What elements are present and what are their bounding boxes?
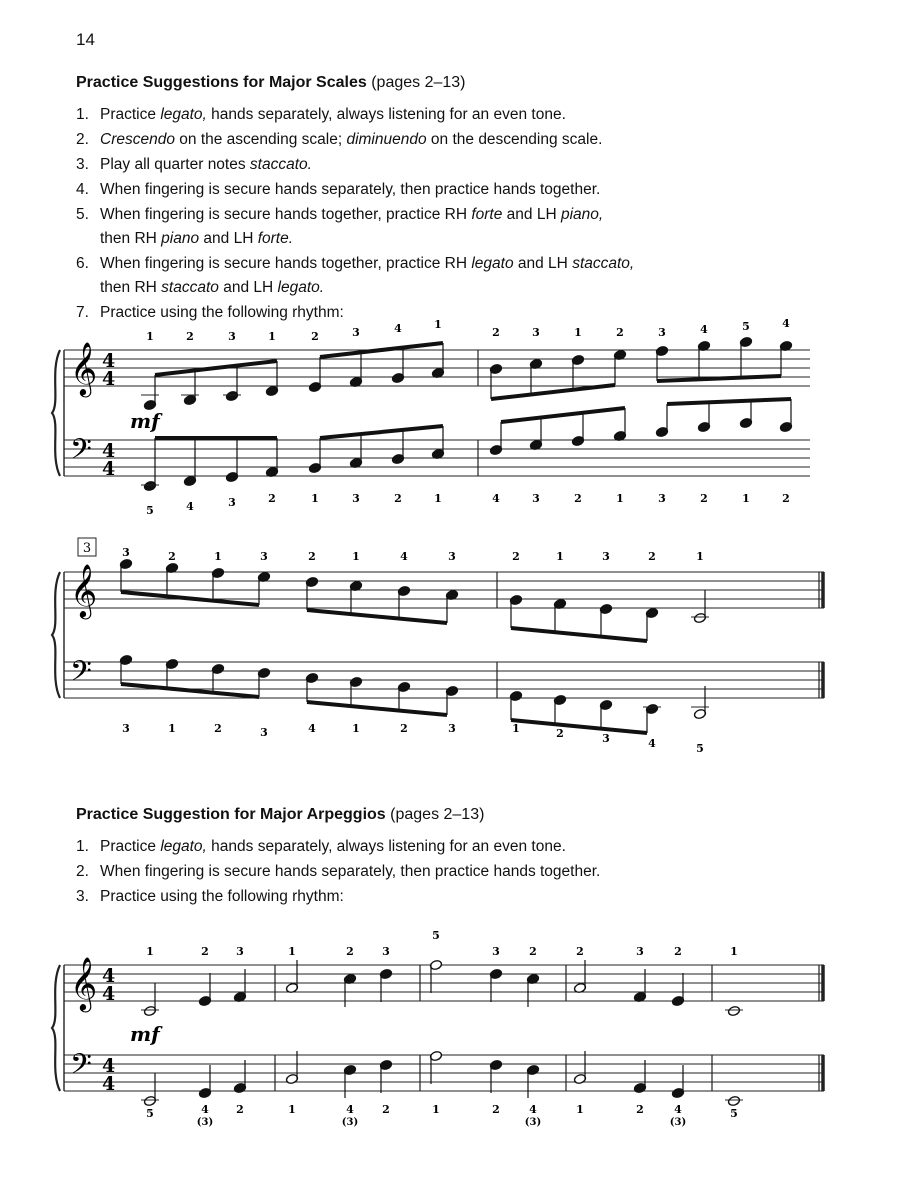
arpeggios-pages: (pages 2–13) bbox=[390, 806, 485, 823]
alternate-fingering: (3) bbox=[341, 1117, 359, 1128]
fingering-number: 3 bbox=[260, 550, 268, 563]
alternate-fingering: (3) bbox=[524, 1117, 542, 1128]
fingering-number: 1 bbox=[576, 1103, 584, 1116]
fingering-number: 3 bbox=[532, 492, 540, 505]
fingering-number: 1 bbox=[432, 1103, 440, 1116]
fingering-number: 3 bbox=[228, 496, 236, 509]
fingering-number: 4 bbox=[346, 1103, 354, 1116]
fingering-number: 2 bbox=[308, 550, 316, 563]
page-number: 14 bbox=[76, 30, 95, 49]
instruction-number: 3. bbox=[76, 888, 89, 905]
instruction-text: When fingering is secure hands together, practice RH legato and LH staccato, then RH staccato and LH legato. bbox=[100, 255, 635, 296]
scales-pages: (pages 2–13) bbox=[371, 74, 466, 91]
instruction-item bbox=[76, 128, 634, 152]
instruction-item bbox=[76, 153, 634, 177]
dynamic-marking: mf bbox=[130, 1022, 160, 1046]
fingering-number: 3 bbox=[352, 492, 360, 505]
bass-clef-icon: 𝄢 bbox=[70, 433, 92, 473]
arpeggios-title: Practice Suggestion for Major Arpeggios bbox=[76, 806, 386, 823]
notehead bbox=[727, 1005, 740, 1016]
scales-instructions bbox=[76, 103, 634, 326]
fingering-number: 1 bbox=[268, 330, 276, 343]
instruction-item bbox=[76, 178, 634, 202]
measure-number: 3 bbox=[82, 541, 92, 556]
instruction-number: 3. bbox=[76, 156, 89, 173]
beam bbox=[307, 610, 447, 623]
fingering-number: 4 bbox=[400, 550, 408, 563]
fingering-number: 1 bbox=[146, 945, 154, 958]
fingering-number: 1 bbox=[574, 326, 582, 339]
dynamic-marking: mf bbox=[130, 409, 160, 433]
fingering-number: 5 bbox=[696, 742, 704, 755]
instruction-number: 2. bbox=[76, 131, 89, 148]
fingering-number: 1 bbox=[616, 492, 624, 505]
fingering-number: 2 bbox=[512, 550, 520, 563]
time-signature-bottom: 4 bbox=[102, 368, 116, 390]
fingering-number: 2 bbox=[700, 492, 708, 505]
fingering-number: 1 bbox=[352, 550, 360, 563]
alternate-fingering: (3) bbox=[196, 1117, 214, 1128]
fingering-number: 2 bbox=[311, 330, 319, 343]
scales-heading bbox=[76, 74, 466, 92]
time-signature-bottom: 4 bbox=[102, 1073, 116, 1095]
instruction-text: Play all quarter notes staccato. bbox=[100, 156, 312, 173]
fingering-number: 3 bbox=[658, 492, 666, 505]
instruction-text: When fingering is secure hands separately, then practice hands together. bbox=[100, 863, 601, 880]
fingering-number: 5 bbox=[730, 1107, 738, 1120]
fingering-number: 3 bbox=[382, 945, 390, 958]
fingering-number: 4 bbox=[186, 500, 194, 513]
instruction-number: 5. bbox=[76, 206, 89, 223]
fingering-number: 3 bbox=[352, 326, 360, 339]
treble-clef-icon: 𝄞 bbox=[70, 341, 98, 395]
fingering-number: 2 bbox=[574, 492, 582, 505]
alternate-fingering: (3) bbox=[669, 1117, 687, 1128]
arpeggios-instructions bbox=[76, 835, 600, 910]
fingering-number: 2 bbox=[674, 945, 682, 958]
fingering-number: 1 bbox=[288, 1103, 296, 1116]
fingering-number: 1 bbox=[434, 492, 442, 505]
arpeggio-score-system bbox=[0, 929, 900, 1128]
instruction-number: 7. bbox=[76, 304, 89, 321]
instruction-number: 1. bbox=[76, 106, 89, 123]
fingering-number: 4 bbox=[700, 323, 708, 336]
fingering-number: 3 bbox=[260, 726, 268, 739]
instruction-text: Crescendo on the ascending scale; diminuendo on the descending scale. bbox=[100, 131, 603, 148]
scale-score-system-2 bbox=[0, 532, 900, 755]
brace bbox=[52, 572, 60, 698]
instruction-text: Practice using the following rhythm: bbox=[100, 304, 344, 321]
scales-title: Practice Suggestions for Major Scales bbox=[76, 74, 367, 91]
instruction-item bbox=[76, 885, 600, 909]
time-signature-bottom: 4 bbox=[102, 983, 116, 1005]
fingering-number: 1 bbox=[512, 722, 520, 735]
fingering-number: 4 bbox=[394, 322, 402, 335]
fingering-number: 4 bbox=[782, 317, 790, 330]
fingering-number: 1 bbox=[730, 945, 738, 958]
fingering-number: 2 bbox=[236, 1103, 244, 1116]
time-signature-bottom: 4 bbox=[102, 458, 116, 480]
fingering-number: 4 bbox=[201, 1103, 209, 1116]
fingering-number: 2 bbox=[616, 326, 624, 339]
fingering-number: 3 bbox=[122, 722, 130, 735]
time-signature-top: 4 bbox=[102, 350, 116, 372]
fingering-number: 2 bbox=[576, 945, 584, 958]
fingering-number: 4 bbox=[492, 492, 500, 505]
fingering-number: 2 bbox=[782, 492, 790, 505]
beam bbox=[307, 702, 447, 715]
fingering-number: 2 bbox=[556, 727, 564, 740]
fingering-number: 4 bbox=[648, 737, 656, 750]
instruction-text: When fingering is secure hands together, practice RH forte and LH piano, then RH piano and LH forte. bbox=[100, 206, 604, 247]
fingering-number: 3 bbox=[228, 330, 236, 343]
treble-clef-icon: 𝄞 bbox=[70, 956, 98, 1010]
fingering-number: 3 bbox=[658, 326, 666, 339]
fingering-number: 2 bbox=[214, 722, 222, 735]
instruction-item bbox=[76, 835, 600, 859]
fingering-number: 1 bbox=[288, 945, 296, 958]
beam bbox=[320, 426, 443, 438]
instruction-item bbox=[76, 203, 634, 251]
instruction-number: 2. bbox=[76, 863, 89, 880]
fingering-number: 2 bbox=[394, 492, 402, 505]
scale-score-system-1 bbox=[0, 317, 900, 517]
fingering-number: 1 bbox=[434, 318, 442, 331]
fingering-number: 4 bbox=[308, 722, 316, 735]
fingering-number: 4 bbox=[674, 1103, 682, 1116]
instruction-item bbox=[76, 252, 634, 300]
fingering-number: 3 bbox=[122, 546, 130, 559]
fingering-number: 2 bbox=[492, 326, 500, 339]
instruction-text: Practice legato, hands separately, always listening for an even tone. bbox=[100, 838, 566, 855]
beam bbox=[511, 628, 647, 641]
fingering-number: 2 bbox=[382, 1103, 390, 1116]
instruction-text: When fingering is secure hands separately, then practice hands together. bbox=[100, 181, 601, 198]
fingering-number: 1 bbox=[352, 722, 360, 735]
fingering-number: 2 bbox=[648, 550, 656, 563]
beam bbox=[501, 408, 625, 422]
fingering-number: 3 bbox=[448, 550, 456, 563]
fingering-number: 3 bbox=[532, 326, 540, 339]
beam bbox=[667, 399, 791, 404]
fingering-number: 2 bbox=[168, 550, 176, 563]
beam bbox=[121, 684, 259, 697]
fingering-number: 1 bbox=[742, 492, 750, 505]
instruction-text: Practice legato, hands separately, always listening for an even tone. bbox=[100, 106, 566, 123]
fingering-number: 3 bbox=[236, 945, 244, 958]
instruction-number: 1. bbox=[76, 838, 89, 855]
instruction-item bbox=[76, 301, 634, 325]
beam bbox=[491, 385, 615, 399]
fingering-number: 2 bbox=[201, 945, 209, 958]
treble-clef-icon: 𝄞 bbox=[70, 563, 98, 617]
instruction-number: 6. bbox=[76, 255, 89, 272]
fingering-number: 5 bbox=[742, 320, 750, 333]
beam bbox=[511, 720, 647, 733]
fingering-number: 1 bbox=[214, 550, 222, 563]
fingering-number: 3 bbox=[602, 550, 610, 563]
fingering-number: 3 bbox=[636, 945, 644, 958]
fingering-number: 3 bbox=[492, 945, 500, 958]
time-signature-top: 4 bbox=[102, 965, 116, 987]
fingering-number: 3 bbox=[602, 732, 610, 745]
notehead bbox=[727, 1095, 740, 1106]
fingering-number: 2 bbox=[346, 945, 354, 958]
brace bbox=[52, 965, 60, 1091]
fingering-number: 2 bbox=[636, 1103, 644, 1116]
brace bbox=[52, 350, 60, 476]
arpeggios-heading bbox=[76, 806, 484, 824]
fingering-number: 1 bbox=[311, 492, 319, 505]
fingering-number: 2 bbox=[186, 330, 194, 343]
fingering-number: 5 bbox=[146, 1107, 154, 1120]
fingering-number: 3 bbox=[448, 722, 456, 735]
time-signature-top: 4 bbox=[102, 1055, 116, 1077]
fingering-number: 2 bbox=[268, 492, 276, 505]
instruction-item bbox=[76, 860, 600, 884]
fingering-number: 1 bbox=[556, 550, 564, 563]
fingering-number: 2 bbox=[400, 722, 408, 735]
bass-clef-icon: 𝄢 bbox=[70, 1048, 92, 1088]
fingering-number: 4 bbox=[529, 1103, 537, 1116]
instruction-text: Practice using the following rhythm: bbox=[100, 888, 344, 905]
fingering-number: 1 bbox=[168, 722, 176, 735]
fingering-number: 2 bbox=[492, 1103, 500, 1116]
bass-clef-icon: 𝄢 bbox=[70, 655, 92, 695]
fingering-number: 5 bbox=[146, 504, 154, 517]
fingering-number: 5 bbox=[432, 929, 440, 942]
fingering-number: 2 bbox=[529, 945, 537, 958]
fingering-number: 1 bbox=[146, 330, 154, 343]
instruction-number: 4. bbox=[76, 181, 89, 198]
time-signature-top: 4 bbox=[102, 440, 116, 462]
fingering-number: 1 bbox=[696, 550, 704, 563]
instruction-item bbox=[76, 103, 634, 127]
